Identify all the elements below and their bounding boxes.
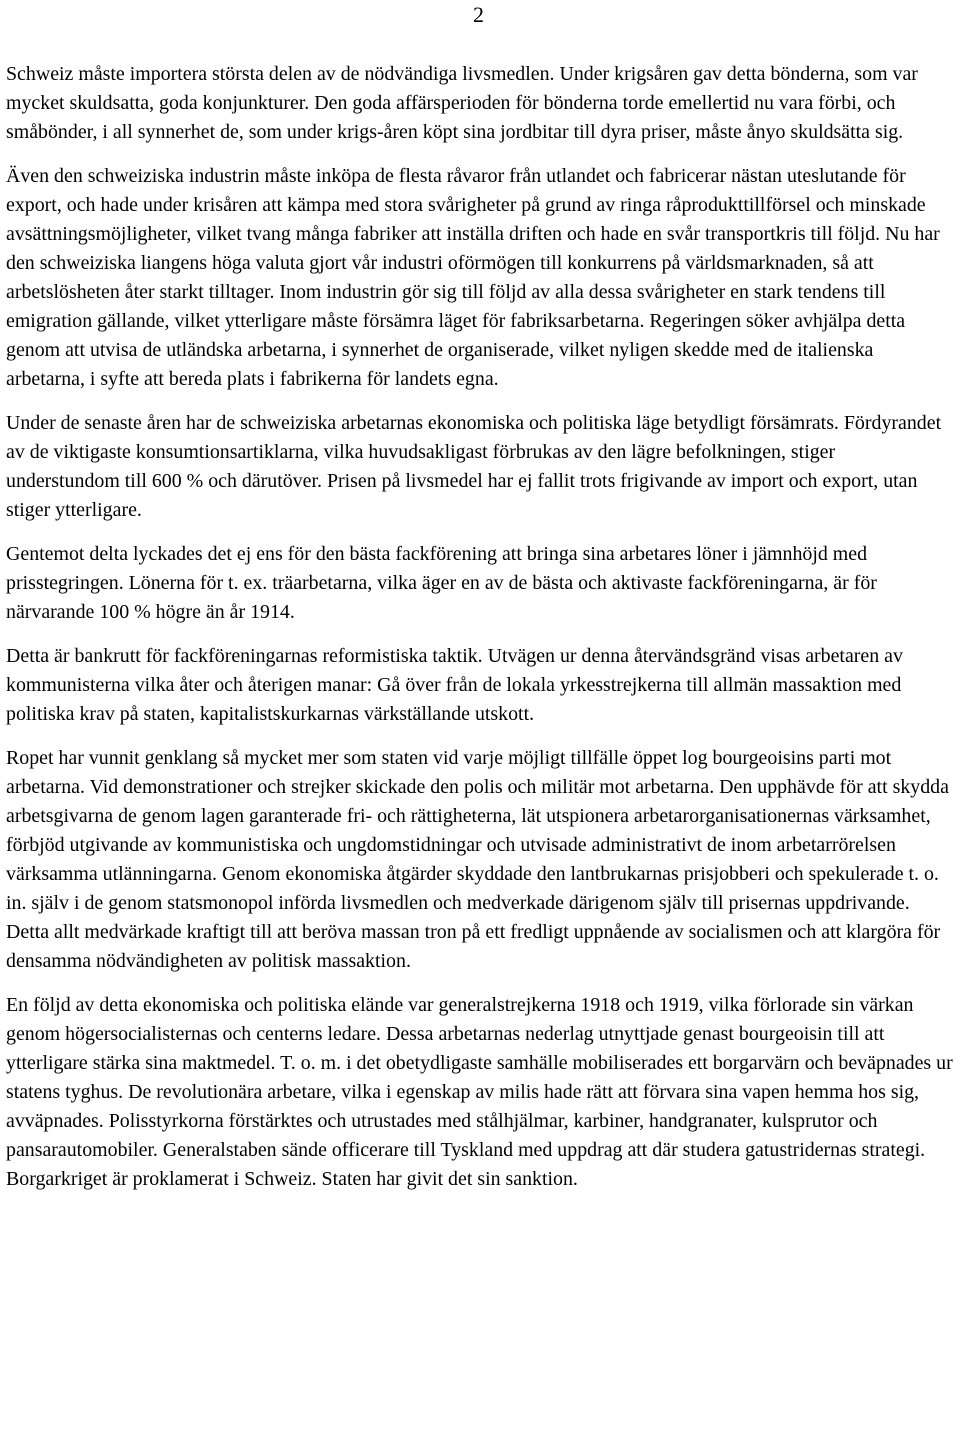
document-body <box>6 60 954 1209</box>
page-number: 2 <box>473 2 484 27</box>
paragraph-1: Schweiz måste importera största delen av de nödvändiga livsmedlen. Under krigsåren gav detta bönderna, som var mycket skuldsatta, goda konjunkturer. Den goda affärsperioden för bönderna torde emellertid nu vara förbi, och småbönder, i all synnerhet de, som under krigs-åren köpt sina jordbitar till dyra priser, måste ånyo skuldsätta sig. <box>6 63 918 143</box>
paragraph-2: Även den schweiziska industrin måste inköpa de flesta råvaror från utlandet och fabricerar nästan uteslutande för export, och hade under krisåren att kämpa med stora svårigheter på grund av ringa råprodukttillförsel och minskade avsättningsmöjligheter, vilket tvang många fabriker att inställa driften och hade en svår transportkris till följd. Nu har den schweiziska liangens höga valuta gjort vår industri oförmögen till konkurrens på världsmarknaden, så att arbetslösheten åter starkt tilltager. Inom industrin gör sig till följd av alla dessa svårigheter en stark tendens till emigration gällande, vilket ytterligare måste försämra läget för fabriksarbetarna. Regeringen söker avhjälpa detta genom att utvisa de utländska arbetarna, i synnerhet de organiserade, vilket nyligen skedde med de italienska arbetarna, i syfte att bereda plats i fabrikerna för landets egna. <box>6 165 940 390</box>
paragraph-7: En följd av detta ekonomiska och politiska elände var generalstrejkerna 1918 och 1919, vilka förlorade sin värkan genom högersocialisternas och centerns ledare. Dessa arbetarnas nederlag utnyttjade genast bourgeoisin till att ytterligare stärka sina maktmedel. T. o. m. i det obetydligaste samhälle mobiliserades ett borgarvärn och beväpnades ur statens tyghus. De revolutionära arbetare, vilka i egenskap av milis hade rätt att förvara sina vapen hemma hos sig, avväpnades. Polisstyrkorna förstärktes och utrustades med stålhjälmar, karbiner, handgranater, kulsprutor och pansarautomobiler. Generalstaben sände officerare till Tyskland med uppdrag att där studera gatustridernas strategi. Borgarkriget är proklamerat i Schweiz. Staten har givit det sin sanktion. <box>6 994 953 1190</box>
paragraph-5: Detta är bankrutt för fackföreningarnas reformistiska taktik. Utvägen ur denna återvändsgränd visas arbetaren av kommunisterna vilka åter och återigen manar: Gå över från de lokala yrkesstrejkerna till allmän massaktion med politiska krav på staten, kapitalistskurkarnas värkställande utskott. <box>6 645 903 725</box>
paragraph-6: Ropet har vunnit genklang så mycket mer som staten vid varje möjligt tillfälle öppet log bourgeoisins parti mot arbetarna. Vid demonstrationer och strejker skickade den polis och militär mot arbetarna. Den upphävde för att skydda arbetsgivarna de genom lagen garanterade fri- och rättigheterna, lät utspionera arbetarorganisationernas värksamhet, förbjöd utgivande av kommunistiska och ungdomstidningar och utvisade administrativt de inom arbetarrörelsen värksamma utlänningarna. Genom ekonomiska åtgärder skyddade den lantbrukarnas prisjobberi och spekulerade t. o. in. själv i de genom statsmonopol införda livsmedlen och medverkade därigenom själv till prisernas uppdrivande. Detta allt medvärkade kraftigt till att beröva massan tron på ett fredligt uppnående av socialismen och att klargöra för densamma nödvändigheten av politisk massaktion. <box>6 747 949 972</box>
paragraph-4: Gentemot delta lyckades det ej ens för den bästa fackförening att bringa sina arbetares löner i jämnhöjd med prisstegringen. Lönerna för t. ex. träarbetarna, vilka äger en av de bästa och aktivaste fackföreningarna, är för närvarande 100 % högre än år 1914. <box>6 543 877 623</box>
paragraph-3: Under de senaste åren har de schweiziska arbetarnas ekonomiska och politiska läge betydligt försämrats. Fördyrandet av de viktigaste konsumtionsartiklarna, vilka huvudsakligast förbrukas av den lägre befolkningen, stiger understundom till 600 % och därutöver. Prisen på livsmedel har ej fallit trots frigivande av import och export, utan stiger ytterligare. <box>6 412 942 521</box>
